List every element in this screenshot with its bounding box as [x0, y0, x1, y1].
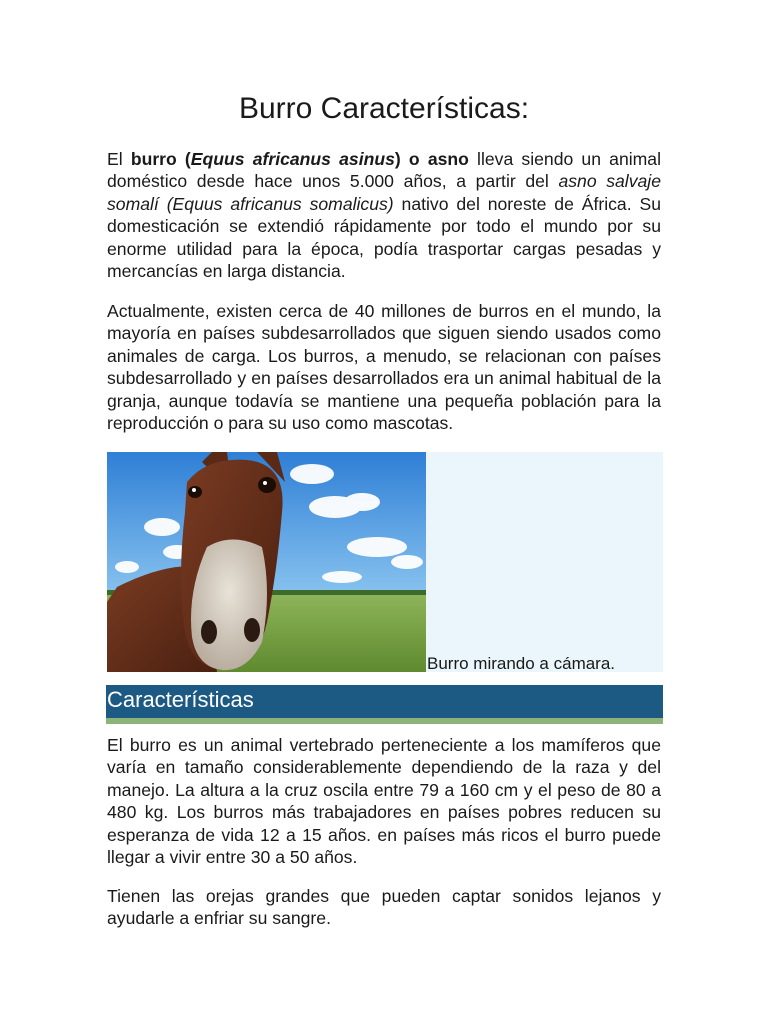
section-heading-bar [106, 685, 663, 718]
intro-bold-burro: burro ( [130, 149, 191, 169]
figure [107, 452, 663, 672]
figure-caption: Burro mirando a cámara. [427, 654, 616, 673]
intro-text-3: nativo del noreste de África. Su domesticación se extendió rápidamente por todo el mundo por su enorme utilidad para la época, podía trasportar cargas pesadas y mercancías en larga distancia. [107, 193, 661, 282]
paragraph-ears: Tienen las orejas grandes que pueden captar sonidos lejanos y ayudarle a enfriar su sangre. [107, 886, 661, 929]
donkey-photo [107, 452, 426, 672]
intro-text-2: lleva siendo un animal doméstico desde hace unos 5.000 años, a partir del [107, 149, 661, 192]
intro-text-1: El [107, 149, 131, 169]
paragraph-population: Actualmente, existen cerca de 40 millones de burros en el mundo, la mayoría en países subdesarrollados que siguen siendo usados como animales de carga. Los burros, a menudo, se relacionan con países subdesarrollado y en países desarrollados era un animal habitual de la granja, aunque todavía se mantiene una pequeña población para la reproducción o para su uso como mascotas. [107, 301, 661, 434]
intro-bold-asno: ) o asno [394, 149, 469, 169]
intro-italic-wild-ass: asno salvaje somalí (Equus africanus somalicus) [107, 171, 661, 214]
intro-paragraph [107, 148, 661, 282]
intro-scientific-name: Equus africanus asinus [190, 149, 395, 169]
page-title: Burro Características: [238, 92, 530, 125]
section-divider [106, 718, 663, 724]
paragraph-characteristics: El burro es un animal vertebrado perteneciente a los mamíferos que varía en tamaño considerablemente dependiendo de la raza y del manejo. La altura a la cruz oscila entre 79 a 160 cm y el peso de 80 a 480 kg. Los burros más trabajadores en países pobres reducen su esperanza de vida 12 a 15 años. en países más ricos el burro puede llegar a vivir entre 30 a 50 años. [107, 735, 661, 868]
section-heading: Características [107, 687, 254, 712]
